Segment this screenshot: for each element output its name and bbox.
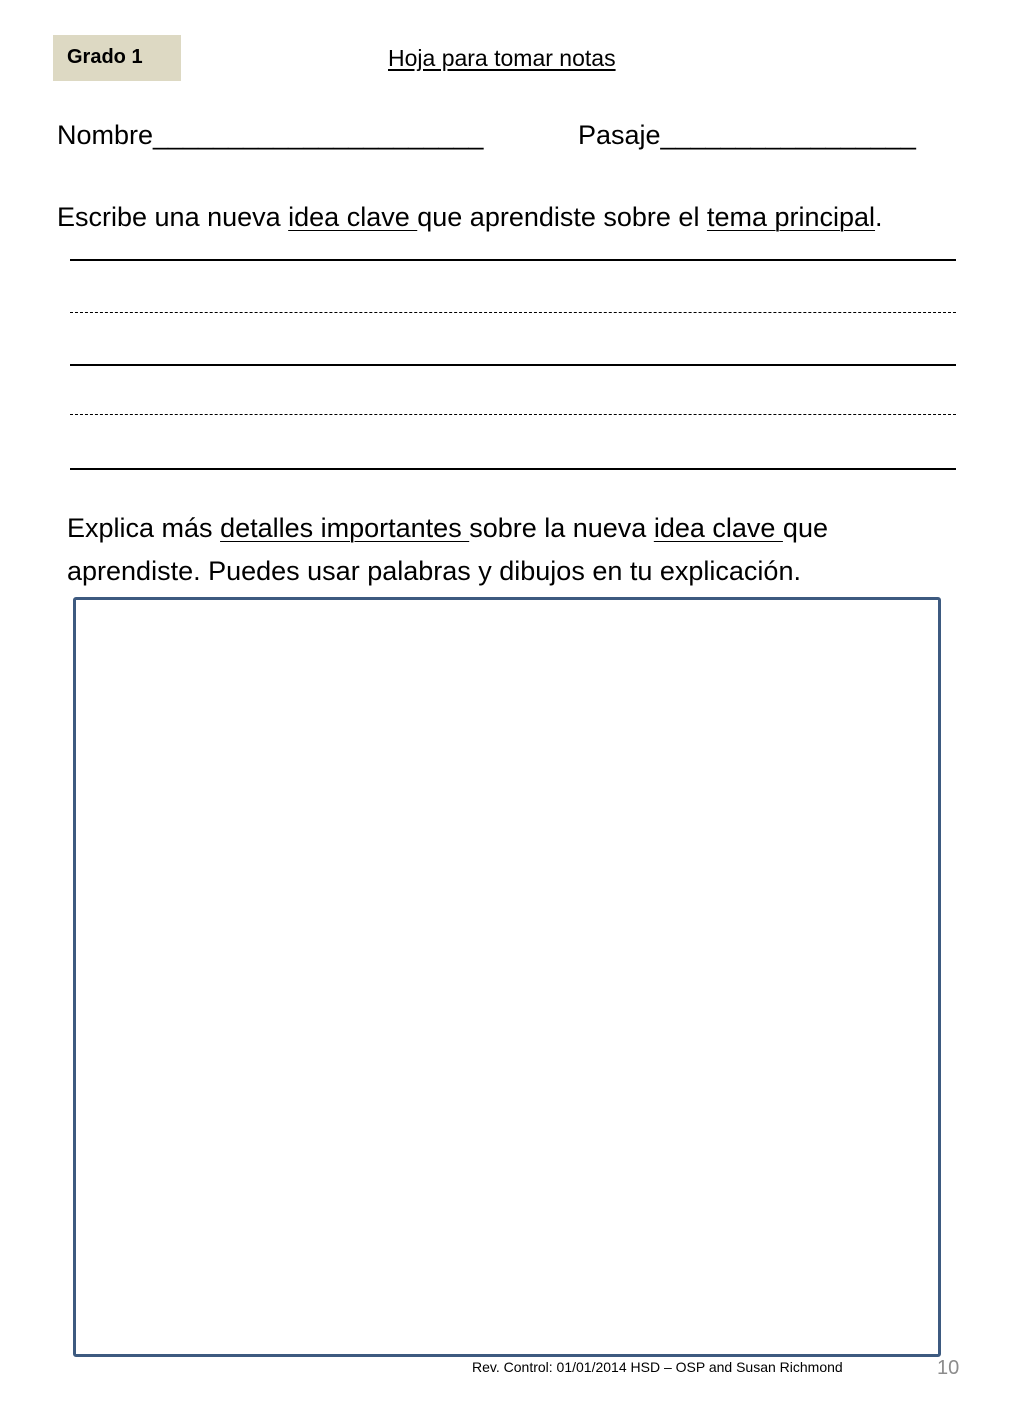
key-idea-term: idea clave	[653, 513, 783, 543]
prompt-text: que aprendiste sobre el	[417, 202, 707, 232]
prompt-text: sobre la nueva	[469, 513, 654, 543]
sheet-title: Hoja para tomar notas	[388, 45, 616, 71]
prompt-text: .	[875, 202, 883, 232]
key-idea-term: idea clave	[288, 202, 418, 232]
prompt-text: Escribe una nueva	[57, 202, 289, 232]
midline-guide	[70, 312, 956, 313]
details-prompt	[67, 507, 828, 593]
midline-guide	[70, 414, 956, 415]
writing-line[interactable]	[70, 259, 956, 261]
page-number: 10	[937, 1357, 960, 1379]
grade-badge	[53, 35, 181, 81]
drawing-box[interactable]	[73, 597, 941, 1357]
name-field[interactable]: Nombre______________________	[57, 120, 484, 150]
passage-field[interactable]: Pasaje_________________	[578, 120, 916, 150]
prompt-text: que	[782, 513, 828, 543]
grade-label: Grado 1	[67, 46, 143, 68]
prompt-text: Explica más	[67, 513, 221, 543]
key-idea-prompt	[57, 196, 883, 239]
important-details-term: detalles importantes	[220, 513, 470, 543]
writing-line[interactable]	[70, 364, 956, 366]
details-prompt-line-1	[67, 507, 828, 550]
writing-line[interactable]	[70, 468, 956, 470]
main-topic-term: tema principal	[706, 202, 876, 232]
details-prompt-line-2: aprendiste. Puedes usar palabras y dibujos en tu explicación.	[67, 556, 801, 586]
revision-footer: Rev. Control: 01/01/2014 HSD – OSP and Susan Richmond	[472, 1359, 843, 1375]
